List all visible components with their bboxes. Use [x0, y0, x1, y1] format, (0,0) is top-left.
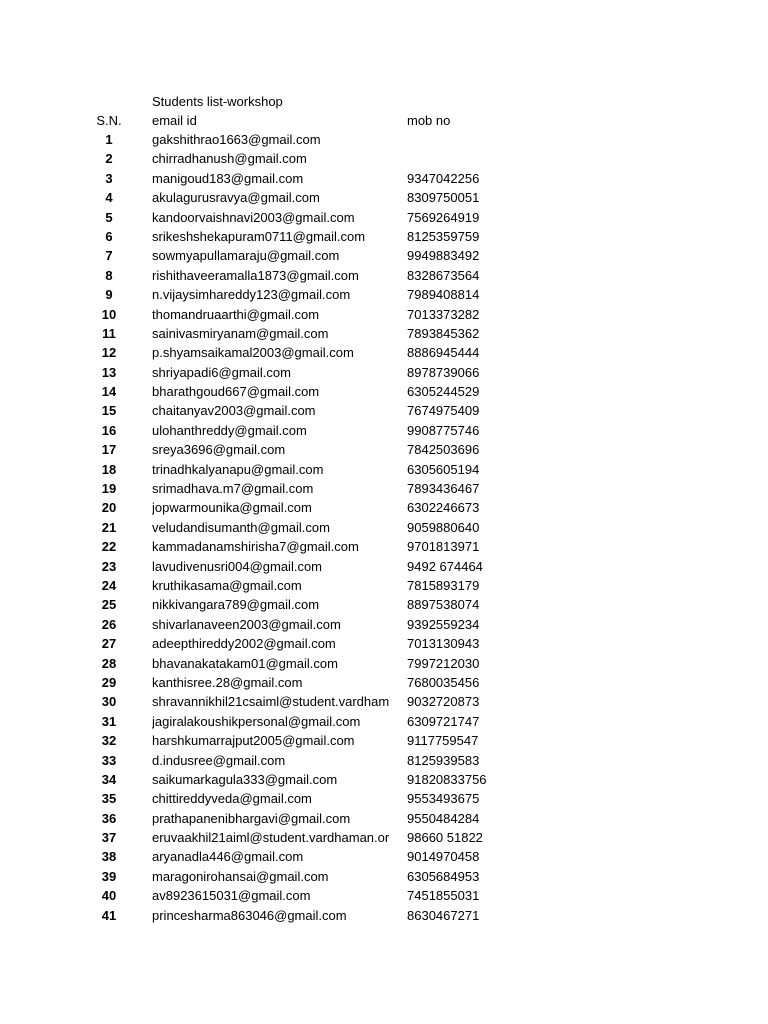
mobile-number-cell: 7451855031: [407, 888, 480, 904]
serial-number-cell: 15: [101, 403, 117, 419]
email-cell: kammadanamshirisha7@gmail.com: [152, 539, 359, 555]
serial-number-cell: 30: [101, 694, 117, 710]
email-cell: sowmyapullamaraju@gmail.com: [152, 248, 340, 264]
serial-number-cell: 17: [101, 442, 117, 458]
table-row: [0, 440, 768, 459]
email-cell: p.shyamsaikamal2003@gmail.com: [152, 345, 354, 361]
serial-number-cell: 24: [101, 577, 117, 593]
serial-number-cell: 35: [101, 791, 117, 807]
column-header-row: [0, 111, 768, 130]
serial-number-cell: 12: [101, 345, 117, 361]
table-row: [0, 460, 768, 479]
email-cell: harshkumarrajput2005@gmail.com: [152, 733, 355, 749]
email-cell: princesharma863046@gmail.com: [152, 907, 347, 923]
serial-number-cell: 19: [101, 481, 117, 497]
mobile-number-cell: 9014970458: [407, 849, 480, 865]
mobile-number-cell: 9059880640: [407, 519, 480, 535]
table-row: [0, 305, 768, 324]
email-cell: ulohanthreddy@gmail.com: [152, 422, 307, 438]
mobile-number-cell: 8125359759: [407, 228, 480, 244]
serial-number-cell: 29: [101, 674, 117, 690]
mobile-number-cell: 9492 674464: [407, 558, 483, 574]
serial-number-cell: 13: [101, 364, 117, 380]
email-cell: eruvaakhil21aiml@student.vardhaman.or: [152, 830, 390, 846]
email-cell: trinadhkalyanapu@gmail.com: [152, 461, 324, 477]
mobile-number-cell: 91820833756: [407, 771, 487, 787]
table-row: [0, 634, 768, 653]
serial-number-cell: 28: [101, 655, 117, 671]
email-cell: akulagurusravya@gmail.com: [152, 190, 320, 206]
mobile-number-cell: 6305605194: [407, 461, 480, 477]
table-row: [0, 537, 768, 556]
email-cell: prathapanenibhargavi@gmail.com: [152, 810, 351, 826]
serial-number-cell: 5: [105, 209, 113, 225]
table-row: [0, 615, 768, 634]
mobile-number-cell: 9117759547: [407, 733, 479, 749]
mobile-number-cell: 6302246673: [407, 500, 480, 516]
email-cell: veludandisumanth@gmail.com: [152, 519, 330, 535]
serial-number-cell: 21: [101, 519, 117, 535]
table-row: [0, 227, 768, 246]
mobile-number-cell: 8328673564: [407, 267, 480, 283]
table-row: [0, 498, 768, 517]
email-cell: lavudivenusri004@gmail.com: [152, 558, 322, 574]
email-cell: thomandruaarthi@gmail.com: [152, 306, 320, 322]
sheet-title: Students list-workshop: [152, 94, 283, 109]
mobile-number-cell: 7674975409: [407, 403, 480, 419]
header-sn: S.N.: [96, 113, 122, 128]
mobile-number-cell: 8630467271: [407, 907, 480, 923]
email-cell: jopwarmounika@gmail.com: [152, 500, 312, 516]
table-row: [0, 169, 768, 188]
table-row: [0, 557, 768, 576]
mobile-number-cell: 9553493675: [407, 791, 480, 807]
email-cell: shriyapadi6@gmail.com: [152, 364, 291, 380]
email-cell: srimadhava.m7@gmail.com: [152, 481, 314, 497]
mobile-number-cell: 7997212030: [407, 655, 480, 671]
email-cell: srikeshshekapuram0711@gmail.com: [152, 228, 366, 244]
serial-number-cell: 36: [101, 810, 117, 826]
email-cell: kanthisree.28@gmail.com: [152, 674, 303, 690]
mobile-number-cell: 7013130943: [407, 636, 480, 652]
email-cell: kandoorvaishnavi2003@gmail.com: [152, 209, 355, 225]
table-row: [0, 401, 768, 420]
email-cell: av8923615031@gmail.com: [152, 888, 311, 904]
email-cell: bhavanakatakam01@gmail.com: [152, 655, 338, 671]
table-row: [0, 188, 768, 207]
table-row: [0, 867, 768, 886]
email-cell: adeepthireddy2002@gmail.com: [152, 636, 336, 652]
mobile-number-cell: 9347042256: [407, 170, 480, 186]
serial-number-cell: 32: [101, 733, 117, 749]
table-row: [0, 789, 768, 808]
serial-number-cell: 11: [102, 325, 116, 341]
email-cell: shravannikhil21csaiml@student.vardham: [152, 694, 390, 710]
mobile-number-cell: 7893845362: [407, 325, 480, 341]
serial-number-cell: 2: [105, 151, 113, 167]
mobile-number-cell: 6305684953: [407, 868, 480, 884]
table-row: [0, 421, 768, 440]
mobile-number-cell: 7680035456: [407, 674, 480, 690]
mobile-number-cell: 8978739066: [407, 364, 480, 380]
mobile-number-cell: 8897538074: [407, 597, 480, 613]
serial-number-cell: 16: [101, 422, 117, 438]
mobile-number-cell: 7989408814: [407, 287, 480, 303]
mobile-number-cell: 9701813971: [407, 539, 480, 555]
serial-number-cell: 1: [105, 132, 113, 147]
serial-number-cell: 33: [101, 752, 117, 768]
serial-number-cell: 25: [101, 597, 117, 613]
serial-number-cell: 6: [105, 228, 113, 244]
email-cell: chaitanyav2003@gmail.com: [152, 403, 316, 419]
table-row: [0, 324, 768, 343]
email-cell: nikkivangara789@gmail.com: [152, 597, 320, 613]
table-row: [0, 479, 768, 498]
serial-number-cell: 23: [101, 558, 117, 574]
serial-number-cell: 4: [105, 190, 113, 206]
email-cell: n.vijaysimhareddy123@gmail.com: [152, 287, 351, 303]
mobile-number-cell: 9392559234: [407, 616, 480, 632]
header-email: email id: [152, 113, 197, 128]
mobile-number-cell: 8309750051: [407, 190, 480, 206]
table-row: [0, 673, 768, 692]
table-row: [0, 208, 768, 227]
student-rows: [0, 130, 768, 925]
table-row: [0, 382, 768, 401]
table-row: [0, 266, 768, 285]
serial-number-cell: 7: [105, 248, 113, 264]
table-row: [0, 751, 768, 770]
email-cell: chirradhanush@gmail.com: [152, 151, 307, 167]
table-row: [0, 770, 768, 789]
serial-number-cell: 41: [101, 907, 117, 923]
mobile-number-cell: 9908775746: [407, 422, 480, 438]
table-row: [0, 576, 768, 595]
table-row: [0, 363, 768, 382]
table-row: [0, 731, 768, 750]
table-row: [0, 712, 768, 731]
table-row: [0, 906, 768, 925]
table-row: [0, 518, 768, 537]
email-cell: chittireddyveda@gmail.com: [152, 791, 312, 807]
mobile-number-cell: 7815893179: [407, 577, 480, 593]
serial-number-cell: 3: [105, 170, 113, 186]
table-row: [0, 886, 768, 905]
serial-number-cell: 8: [105, 267, 113, 283]
email-cell: manigoud183@gmail.com: [152, 170, 304, 186]
email-cell: rishithaveeramalla1873@gmail.com: [152, 267, 359, 283]
email-cell: kruthikasama@gmail.com: [152, 577, 302, 593]
serial-number-cell: 31: [101, 713, 117, 729]
email-cell: jagiralakoushikpersonal@gmail.com: [152, 713, 361, 729]
mobile-number-cell: 8886945444: [407, 345, 480, 361]
table-row: [0, 595, 768, 614]
mobile-number-cell: 6305244529: [407, 384, 480, 400]
header-mob: mob no: [407, 113, 451, 128]
email-cell: aryanadla446@gmail.com: [152, 849, 304, 865]
serial-number-cell: 14: [101, 384, 117, 400]
mobile-number-cell: 9949883492: [407, 248, 480, 264]
mobile-number-cell: 7842503696: [407, 442, 480, 458]
serial-number-cell: 9: [105, 287, 113, 303]
serial-number-cell: 39: [101, 868, 117, 884]
mobile-number-cell: 9550484284: [407, 810, 480, 826]
table-row: [0, 809, 768, 828]
mobile-number-cell: 9032720873: [407, 694, 480, 710]
email-cell: bharathgoud667@gmail.com: [152, 384, 320, 400]
table-row: [0, 847, 768, 866]
table-row: [0, 130, 768, 149]
serial-number-cell: 10: [101, 306, 117, 322]
table-row: [0, 692, 768, 711]
serial-number-cell: 37: [101, 830, 117, 846]
serial-number-cell: 40: [101, 888, 117, 904]
serial-number-cell: 18: [101, 461, 117, 477]
email-cell: saikumarkagula333@gmail.com: [152, 771, 338, 787]
table-row: [0, 285, 768, 304]
serial-number-cell: 20: [101, 500, 117, 516]
table-row: [0, 654, 768, 673]
mobile-number-cell: 98660 51822: [407, 830, 483, 846]
serial-number-cell: 22: [101, 539, 117, 555]
mobile-number-cell: 6309721747: [407, 713, 480, 729]
email-cell: d.indusree@gmail.com: [152, 752, 286, 768]
mobile-number-cell: 8125939583: [407, 752, 480, 768]
mobile-number-cell: 7013373282: [407, 306, 480, 322]
mobile-number-cell: 7569264919: [407, 209, 480, 225]
serial-number-cell: 34: [101, 771, 117, 787]
serial-number-cell: 27: [101, 636, 117, 652]
email-cell: sainivasmiryanam@gmail.com: [152, 325, 329, 341]
email-cell: maragonirohansai@gmail.com: [152, 868, 329, 884]
table-row: [0, 343, 768, 362]
serial-number-cell: 26: [101, 616, 117, 632]
serial-number-cell: 38: [101, 849, 117, 865]
email-cell: sreya3696@gmail.com: [152, 442, 286, 458]
table-row: [0, 149, 768, 168]
table-row: [0, 246, 768, 265]
table-row: [0, 828, 768, 847]
email-cell: shivarlanaveen2003@gmail.com: [152, 616, 341, 632]
email-cell: gakshithrao1663@gmail.com: [152, 132, 321, 147]
mobile-number-cell: 7893436467: [407, 481, 480, 497]
